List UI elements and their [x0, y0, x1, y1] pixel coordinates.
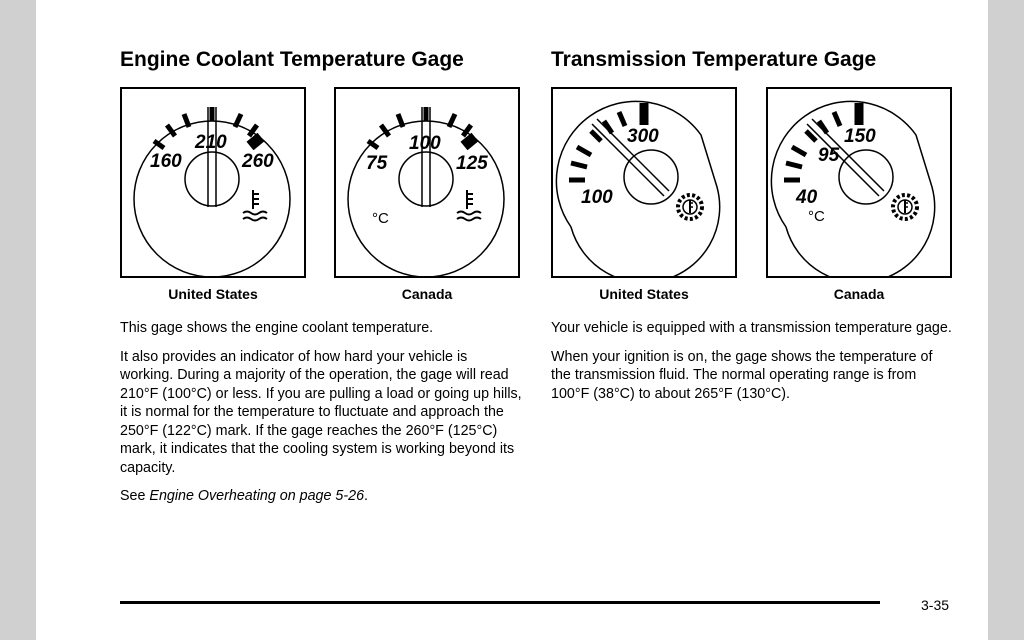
gauge-label-low: 100: [581, 187, 613, 208]
gauge-label-high: 125: [456, 153, 488, 174]
gauge-caption-transmission-canada: Canada: [833, 286, 885, 302]
page-number: 3-35: [921, 597, 950, 613]
transmission-gauge-us: [551, 87, 737, 278]
gauge-label-low: 160: [150, 151, 182, 172]
coolant-gauge-canada: [334, 87, 520, 278]
gauge-label-low: 40: [796, 187, 818, 208]
gauge-label-mid: 210: [195, 132, 227, 153]
gauge-caption-transmission-us: United States: [599, 286, 689, 302]
coolant-description: [120, 319, 522, 516]
gauge-caption-coolant-canada: Canada: [401, 286, 453, 302]
coolant-section-title: Engine Coolant Temperature Gage: [120, 48, 464, 71]
gauge-label-high: 260: [242, 151, 274, 172]
paragraph: It also provides an indicator of how hard your vehicle is working. During a majority of the operation, the gage will read 210°F (100°C) or less. If you are pulling a load or going up hills, it is normal for the temperature to fluctuate and approach the 250°F (122°C) mark. If the gage reaches the 260°F (125°C) mark, it indicates that the cooling system is working beyond its capacity.: [120, 348, 522, 476]
paragraph: When your ignition is on, the gage shows the temperature of the transmission fluid. The normal operating range is from 100°F (38°C) to about 265°F (130°C).: [551, 348, 933, 402]
gauge-label-mid: 100: [409, 133, 441, 154]
transmission-section-title: Transmission Temperature Gage: [551, 48, 877, 71]
manual-page: [36, 0, 988, 640]
gauge-label-low: 75: [366, 153, 388, 174]
transmission-gauge-canada: [766, 87, 952, 278]
gauge-caption-coolant-us: United States: [168, 286, 258, 302]
gauge-label-high: 150: [844, 126, 876, 147]
cross-reference-link[interactable]: Engine Overheating on page 5-26: [149, 488, 365, 504]
see-suffix: .: [364, 488, 369, 504]
see-prefix: See: [120, 488, 150, 504]
see-reference: [120, 487, 522, 506]
unit-label: °C: [372, 210, 389, 227]
unit-label: °C: [808, 208, 825, 225]
transmission-description: [551, 319, 956, 413]
paragraph: This gage shows the engine coolant temperature.: [120, 320, 434, 336]
paragraph: Your vehicle is equipped with a transmission temperature gage.: [551, 320, 952, 336]
gauge-label-mid: 95: [818, 145, 840, 166]
coolant-gauge-us: [120, 87, 306, 278]
gauge-label-high: 300: [627, 126, 659, 147]
footer-rule: [120, 601, 880, 604]
